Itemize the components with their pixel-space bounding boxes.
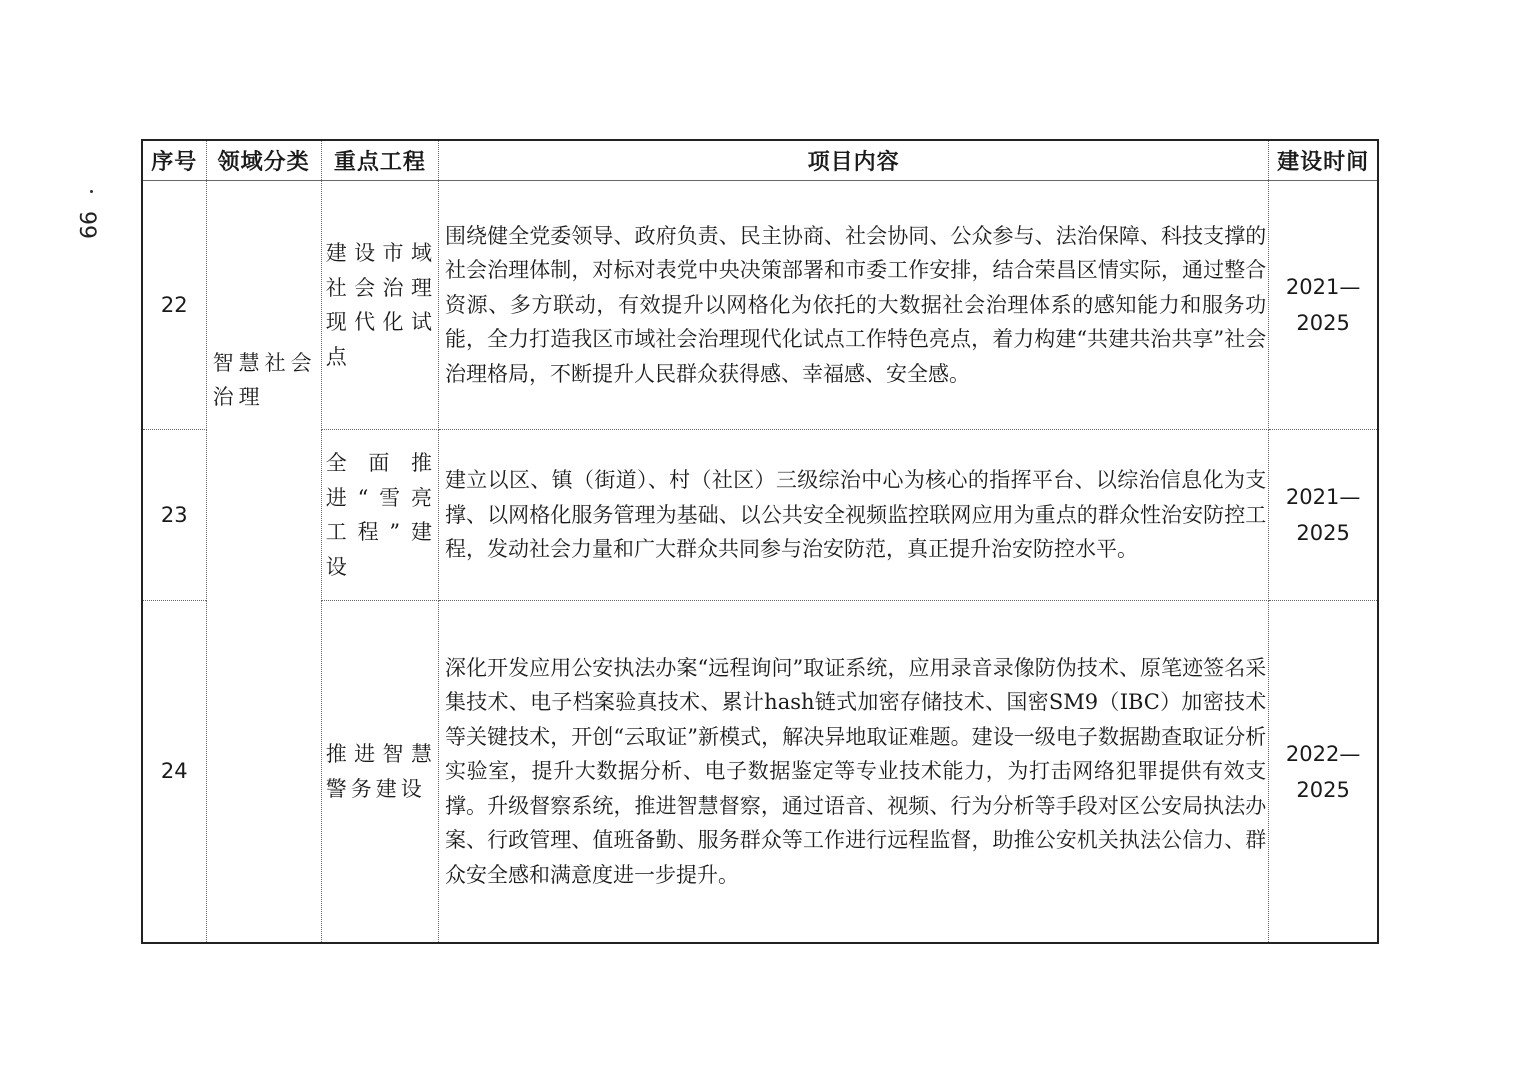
header-no: 序号: [142, 140, 206, 181]
build-time-start: 2022—: [1285, 741, 1361, 766]
row-number: 22: [142, 181, 206, 430]
project-content: 围绕健全党委领导、政府负责、民主协商、社会协同、公众参与、法治保障、科技支撑的社会治理体制，对标对表党中央决策部署和市委工作安排，结合荣昌区情实际，通过整合资源、多方联动，有效提升以网格化为依托的大数据社会治理体系的感知能力和服务功能，全力打造我区市域社会治理现代化试点工作特色亮点，着力构建“共建共治共享”社会治理格局，不断提升人民群众获得感、幸福感、安全感。: [438, 181, 1268, 430]
header-domain: 领域分类: [206, 140, 321, 181]
build-time-start: 2021—: [1285, 485, 1361, 509]
build-time-start: 2021—: [1285, 275, 1361, 299]
header-project: 重点工程: [321, 140, 438, 181]
project-content: 深化开发应用公安执法办案“远程询问”取证系统，应用录音录像防伪技术、原笔迹签名采集技术、电子档案验真技术、累计hash链式加密存储技术、国密SM9（IBC）加密技术等关键技术，开创“云取证”新模式，解决异地取证难题。建设一级电子数据勘查取证分析实验室，提升大数据分析、电子数据鉴定等专业技术能力，为打击网络犯罪提供有效支撑。升级督察系统，推进智慧督察，通过语音、视频、行为分析等手段对区公安局执法办案、行政管理、值班备勤、服务群众等工作进行远程监督，助推公安机关执法公信力、群众安全感和满意度进一步提升。: [438, 601, 1268, 944]
header-time: 建设时间: [1269, 140, 1378, 181]
project-content: 建立以区、镇（街道）、村（社区）三级综治中心为核心的指挥平台、以综治信息化为支撑、以网格化服务管理为基础、以公共安全视频监控联网应用为重点的群众性治安防控工程，发动社会力量和广大群众共同参与治安防范，真正提升治安防控水平。: [438, 430, 1268, 601]
table-body: [142, 181, 1378, 944]
header-content: 项目内容: [438, 140, 1268, 181]
build-time-end: 2025: [1296, 521, 1350, 545]
build-time: [1269, 430, 1378, 601]
row-number: 23: [142, 430, 206, 601]
build-time-end: 2025: [1296, 311, 1350, 335]
domain-label: 智慧社会治理: [212, 351, 317, 409]
table-row: [142, 181, 1378, 430]
project-name: 推进智慧警务建设: [321, 601, 438, 944]
project-name: 建设市域社会治理现代化试点: [321, 181, 438, 430]
table-row: [142, 430, 1378, 601]
build-time: [1269, 181, 1378, 430]
table-row: [142, 601, 1378, 944]
build-time: [1269, 601, 1378, 944]
header-row: [142, 140, 1378, 181]
table-header: [142, 140, 1378, 181]
domain-cell: [206, 181, 321, 944]
project-table: [141, 139, 1379, 944]
row-number: 24: [142, 601, 206, 944]
build-time-end: 2025: [1296, 777, 1350, 802]
page-number-mark: [90, 190, 93, 193]
project-name: 全面推进“雪亮工程”建设: [321, 430, 438, 601]
page-number: 99: [74, 211, 99, 239]
